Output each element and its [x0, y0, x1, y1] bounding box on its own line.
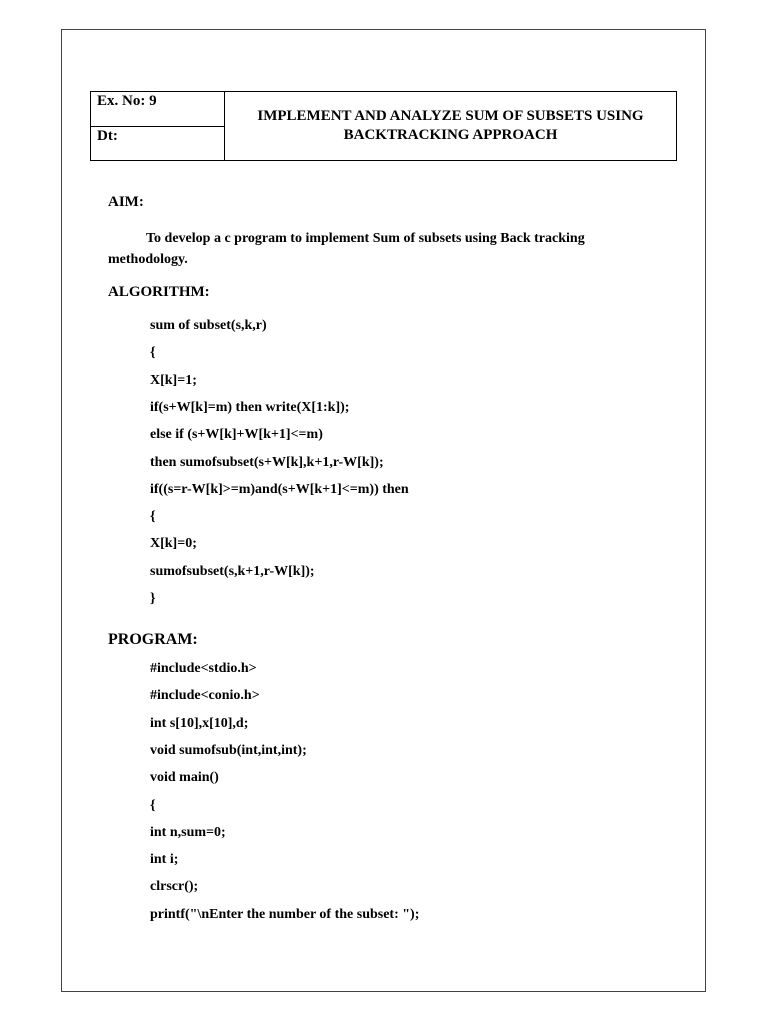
program-line: int s[10],x[10],d;	[150, 715, 249, 731]
page-border	[61, 29, 706, 992]
algorithm-line: if(s+W[k]=m) then write(X[1:k]);	[150, 399, 350, 415]
exercise-title	[225, 92, 676, 160]
program-line: {	[150, 797, 156, 813]
program-heading: PROGRAM:	[108, 631, 198, 648]
exercise-number: Ex. No: 9	[91, 92, 225, 127]
aim-text-line-2: methodology.	[108, 252, 188, 267]
algorithm-line: X[k]=1;	[150, 372, 197, 388]
algorithm-line: sum of subset(s,k,r)	[150, 318, 267, 333]
aim-text-line-1: To develop a c program to implement Sum of subsets using Back tracking	[146, 231, 585, 246]
program-line: int i;	[150, 852, 179, 868]
aim-paragraph	[108, 228, 648, 270]
program-line: int n,sum=0;	[150, 824, 226, 840]
program-line: void sumofsub(int,int,int);	[150, 742, 307, 758]
aim-heading: AIM:	[108, 194, 144, 210]
program-line: #include<stdio.h>	[150, 661, 257, 676]
title-line-2: BACKTRACKING APPROACH	[343, 127, 558, 143]
algorithm-line: {	[150, 345, 156, 361]
algorithm-line: then sumofsubset(s+W[k],k+1,r-W[k]);	[150, 454, 384, 470]
algorithm-line: else if (s+W[k]+W[k+1]<=m)	[150, 427, 323, 443]
algorithm-line: sumofsubset(s,k+1,r-W[k]);	[150, 563, 315, 579]
title-line-1: IMPLEMENT AND ANALYZE SUM OF SUBSETS USING	[257, 108, 644, 124]
header-table	[90, 91, 677, 161]
algorithm-line: }	[150, 591, 156, 606]
program-line: #include<conio.h>	[150, 688, 260, 704]
algorithm-heading: ALGORITHM:	[108, 284, 210, 300]
algorithm-line: X[k]=0;	[150, 536, 197, 552]
program-line: printf("\nEnter the number of the subset: ");	[150, 906, 420, 922]
algorithm-line: if((s=r-W[k]>=m)and(s+W[k+1]<=m)) then	[150, 481, 409, 497]
algorithm-line: {	[150, 509, 156, 525]
program-line: clrscr();	[150, 879, 199, 895]
program-line: void main()	[150, 770, 219, 786]
date-field: Dt:	[91, 127, 225, 160]
